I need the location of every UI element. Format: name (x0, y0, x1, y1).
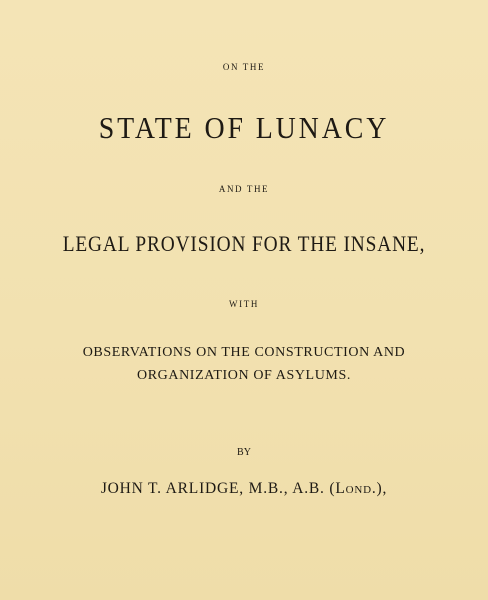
main-title: STATE OF LUNACY (98, 110, 390, 145)
with-text: WITH (229, 299, 259, 309)
and-the-text: AND THE (218, 184, 270, 194)
author-degree-suffix: Lond. (335, 480, 377, 497)
on-the-text: ON THE (222, 62, 266, 72)
author-line (0, 481, 488, 497)
subtitle-line-1: OBSERVATIONS ON THE CONSTRUCTION AND (82, 345, 406, 360)
secondary-title: LEGAL PROVISION FOR THE INSANE, (62, 231, 426, 256)
by-text: BY (237, 447, 251, 458)
author-name: JOHN T. ARLIDGE, M.B., A.B. ( (100, 480, 336, 497)
author-line-end: ), (376, 480, 388, 497)
subtitle-line-2: ORGANIZATION OF ASYLUMS. (137, 368, 351, 383)
